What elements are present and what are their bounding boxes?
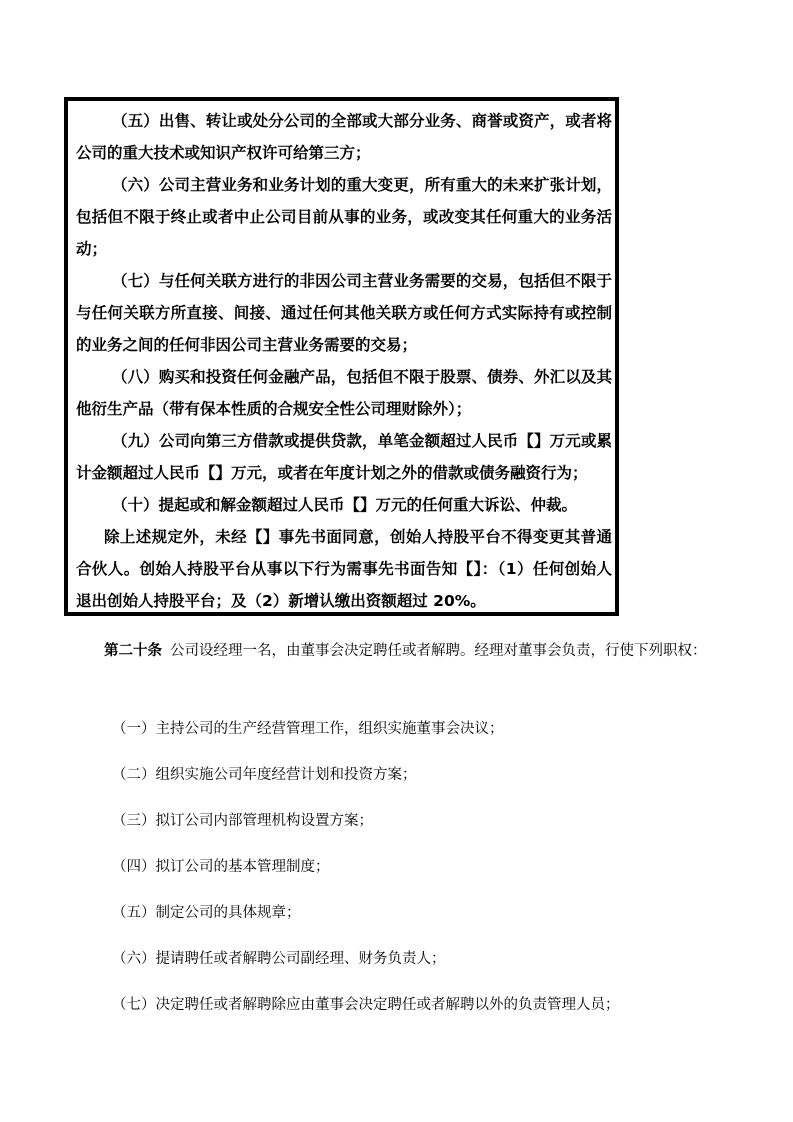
power-item: （二）组织实施公司年度经营计划和投资方案； xyxy=(112,767,417,783)
boxed-provisions xyxy=(64,97,619,616)
power-item: （七）决定聘任或者解聘除应由董事会决定聘任或者解聘以外的负责管理人员； xyxy=(112,997,620,1013)
provision-item-10: （十）提起或和解金额超过人民币【】万元的任何重大诉讼、仲裁。 xyxy=(112,496,578,514)
provision-item-9: （九）公司向第三方借款或提供贷款，单笔金额超过人民币【】万元或累计金额超过人民币【】万元，或者在年度计划之外的借款或债务融资行为； xyxy=(76,432,612,482)
power-item: （五）制定公司的具体规章； xyxy=(112,905,301,921)
power-item: （一）主持公司的生产经营管理工作，组织实施董事会决议； xyxy=(112,721,504,737)
power-item: （三）拟订公司内部管理机构设置方案； xyxy=(112,813,373,829)
provision-item-6: （六）公司主营业务和业务计划的重大变更，所有重大的未来扩张计划，包括但不限于终止或者中止公司目前从事的业务，或改变其任何重大的业务活动； xyxy=(76,176,612,258)
provision-supplement: 除上述规定外，未经【】事先书面同意，创始人持股平台不得变更其普通合伙人。创始人持股平台从事以下行为需事先书面告知【】：（1）任何创始人退出创始人持股平台；及（2）新增认缴出资额超过 20%。 xyxy=(76,528,612,610)
provision-item-8: （八）购买和投资任何金融产品，包括但不限于股票、债券、外汇以及其他衍生产品（带有保本性质的合规安全性公司理财除外）； xyxy=(76,368,612,418)
power-item: （四）拟订公司的基本管理制度； xyxy=(112,859,330,875)
power-item: （六）提请聘任或者解聘公司副经理、财务负责人； xyxy=(112,951,446,967)
article-text: 公司设经理一名，由董事会决定聘任或者解聘。经理对董事会负责，行使下列职权： xyxy=(170,643,707,659)
article-20 xyxy=(68,635,728,667)
article-label: 第二十条 xyxy=(104,643,162,659)
provision-item-5: （五）出售、转让或处分公司的全部或大部分业务、商誉或资产，或者将公司的重大技术或知识产权许可给第三方； xyxy=(76,112,612,162)
provision-item-7: （七）与任何关联方进行的非因公司主营业务需要的交易，包括但不限于与任何关联方所直接、间接、通过任何其他关联方或任何方式实际持有或控制的业务之间的任何非因公司主营业务需要的交易； xyxy=(76,272,612,354)
